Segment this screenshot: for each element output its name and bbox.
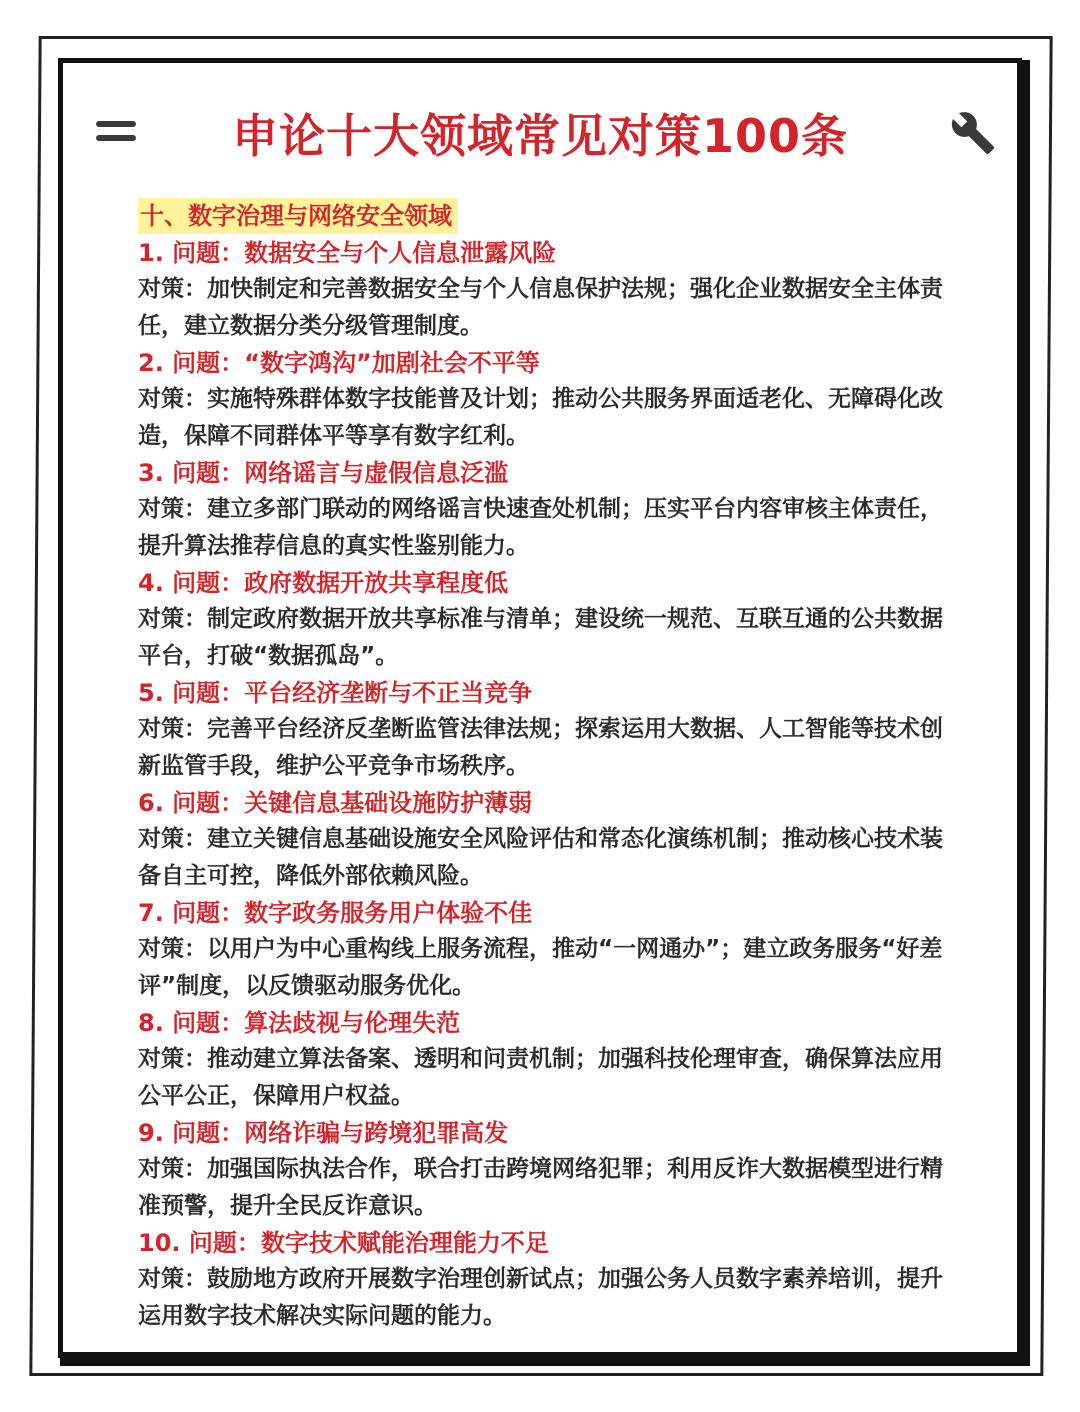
measure-body: 加强国际执法合作，联合打击跨境网络犯罪；利用反诈大数据模型进行精准预警，提升全民反诈意识。: [138, 1156, 943, 1219]
measure-label: 对策：: [138, 716, 207, 742]
wrench-icon[interactable]: [950, 110, 996, 156]
measure-body: 建立多部门联动的网络谣言快速查处机制；压实平台内容审核主体责任，提升算法推荐信息的真实性鉴别能力。: [138, 496, 943, 559]
measure-body: 推动建立算法备案、透明和问责机制；加强科技伦理审查，确保算法应用公平公正，保障用户权益。: [138, 1046, 943, 1109]
measure-body: 以用户为中心重构线上服务流程，推动“一网通办”；建立政务服务“好差评”制度，以反馈驱动服务优化。: [138, 936, 943, 999]
list-item: [138, 1115, 958, 1225]
measure-label: 对策：: [138, 496, 207, 522]
list-item: [138, 235, 958, 345]
list-item: [138, 455, 958, 565]
measure-text: [138, 1151, 958, 1225]
measure-body: 制定政府数据开放共享标准与清单；建设统一规范、互联互通的公共数据平台，打破“数据孤岛”。: [138, 606, 943, 669]
measure-body: 加快制定和完善数据安全与个人信息保护法规；强化企业数据安全主体责任，建立数据分类分级管理制度。: [138, 276, 943, 339]
measure-body: 完善平台经济反垄断监管法律法规；探索运用大数据、人工智能等技术创新监管手段，维护公平竞争市场秩序。: [138, 716, 943, 779]
measure-text: [138, 931, 958, 1005]
list-item: [138, 345, 958, 455]
problem-title: 1. 问题：数据安全与个人信息泄露风险: [138, 239, 557, 267]
problem-title: 7. 问题：数字政务服务用户体验不佳: [138, 899, 533, 927]
problem-title: 10. 问题：数字技术赋能治理能力不足: [138, 1229, 549, 1257]
frame-bottom-edge: [60, 1352, 1030, 1366]
list-item: [138, 1005, 958, 1115]
problem-title: 3. 问题：网络谣言与虚假信息泛滥: [138, 459, 509, 487]
menu-icon[interactable]: [96, 121, 136, 143]
measure-label: 对策：: [138, 1266, 207, 1292]
list-item: [138, 785, 958, 895]
problem-title: 6. 问题：关键信息基础设施防护薄弱: [138, 789, 533, 817]
measure-body: 建立关键信息基础设施安全风险评估和常态化演练机制；推动核心技术装备自主可控，降低外部依赖风险。: [138, 826, 943, 889]
measure-label: 对策：: [138, 276, 207, 302]
measure-body: 鼓励地方政府开展数字治理创新试点；加强公务人员数字素养培训，提升运用数字技术解决实际问题的能力。: [138, 1266, 943, 1329]
measure-text: [138, 271, 958, 345]
list-item: [138, 565, 958, 675]
measure-text: [138, 821, 958, 895]
measure-text: [138, 381, 958, 455]
measure-label: 对策：: [138, 936, 207, 962]
menu-icon-bar: [96, 121, 136, 127]
frame-right-edge: [1018, 60, 1030, 1366]
problem-title: 8. 问题：算法歧视与伦理失范: [138, 1009, 461, 1037]
measure-text: [138, 1041, 958, 1115]
content-body: [138, 198, 958, 1335]
measure-body: 实施特殊群体数字技能普及计划；推动公共服务界面适老化、无障碍化改造，保障不同群体平等享有数字红利。: [138, 386, 943, 449]
measure-label: 对策：: [138, 606, 207, 632]
list-item: [138, 675, 958, 785]
problem-title: 4. 问题：政府数据开放共享程度低: [138, 569, 509, 597]
list-item: [138, 1225, 958, 1335]
measure-text: [138, 601, 958, 675]
problem-title: 2. 问题：“数字鸿沟”加剧社会不平等: [138, 349, 540, 377]
measure-text: [138, 711, 958, 785]
problem-title: 9. 问题：网络诈骗与跨境犯罪高发: [138, 1119, 509, 1147]
menu-icon-bar: [96, 135, 136, 141]
measure-label: 对策：: [138, 1156, 207, 1182]
measure-text: [138, 491, 958, 565]
measure-label: 对策：: [138, 826, 207, 852]
problem-title: 5. 问题：平台经济垄断与不正当竞争: [138, 679, 533, 707]
list-item: [138, 895, 958, 1005]
measure-label: 对策：: [138, 1046, 207, 1072]
measure-text: [138, 1261, 958, 1335]
measure-label: 对策：: [138, 386, 207, 412]
page-title: 申论十大领域常见对策100条: [231, 109, 849, 163]
section-heading: 十、数字治理与网络安全领域: [138, 198, 458, 234]
